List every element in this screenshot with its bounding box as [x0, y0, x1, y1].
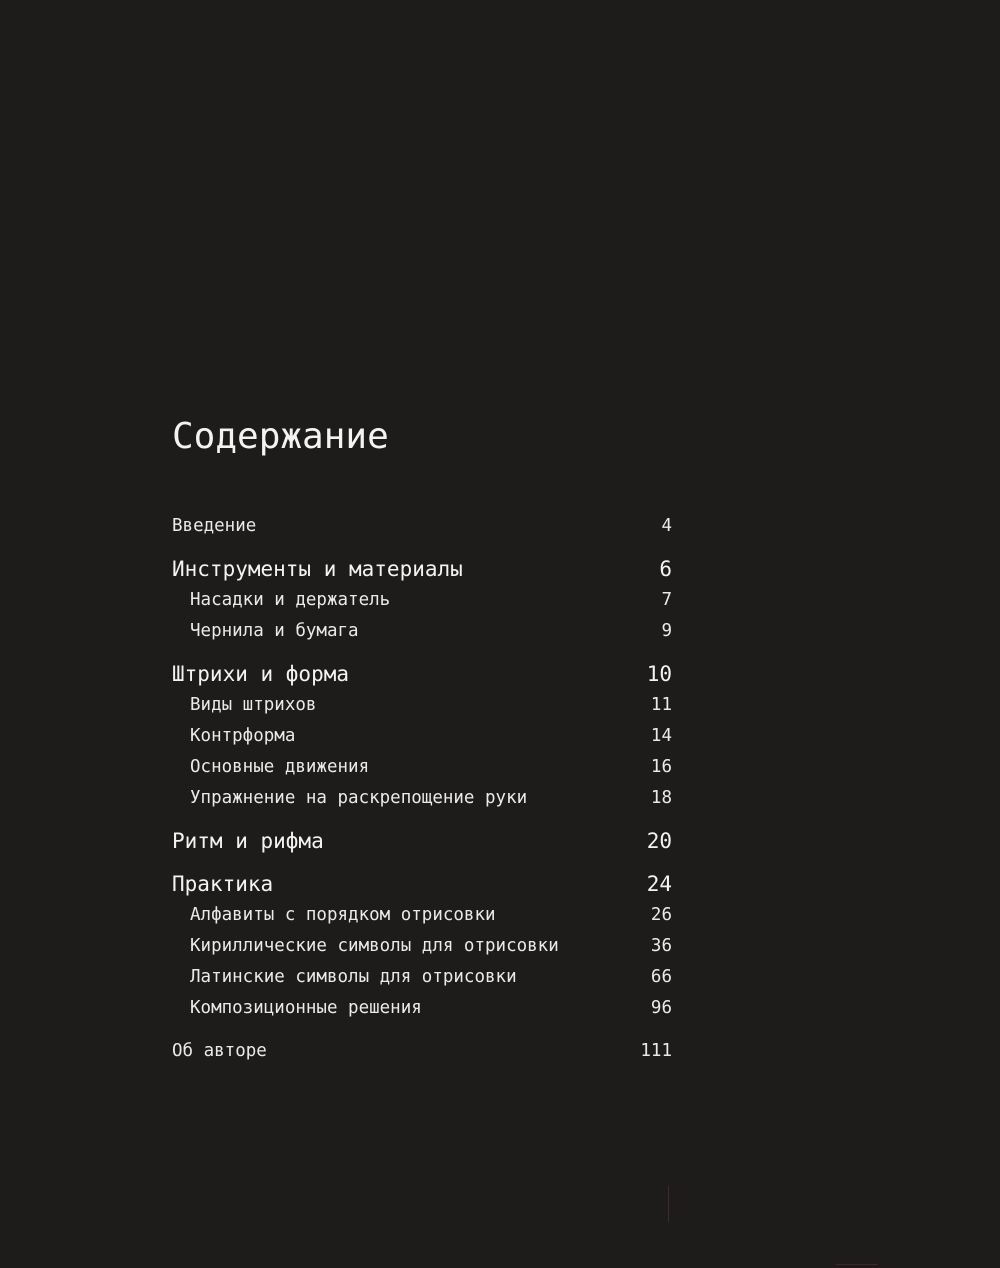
toc-entry [172, 751, 672, 782]
toc-entry-label: Кириллические символы для отрисовки [190, 935, 559, 956]
toc-entry [172, 992, 672, 1023]
toc-entry-label: Латинские символы для отрисовки [190, 966, 517, 987]
toc-entry [172, 868, 672, 899]
toc-entry-page-number: 6 [659, 556, 672, 581]
toc-entry [172, 1035, 672, 1066]
toc-entry-label: Чернила и бумага [190, 620, 359, 641]
toc-entry-page-number: 20 [646, 828, 672, 853]
toc-entry [172, 825, 672, 856]
toc-entry [172, 584, 672, 615]
toc-entry-label: Насадки и держатель [190, 589, 391, 610]
toc-entry-page-number: 10 [646, 661, 672, 686]
toc-entry [172, 782, 672, 813]
toc-entry-label: Ритм и рифма [172, 828, 324, 853]
toc-entry-label: Практика [172, 871, 274, 896]
toc-entry-page-number: 7 [661, 589, 672, 610]
toc-entry [172, 720, 672, 751]
toc-entry-label: Контрформа [190, 725, 296, 746]
toc-entry-label: Упражнение на раскрепощение руки [190, 787, 528, 808]
toc-entry [172, 689, 672, 720]
toc-entry-label: Основные движения [190, 756, 370, 777]
toc-entry-page-number: 4 [661, 515, 672, 536]
faint-vertical-line [668, 1186, 669, 1222]
toc-entry-label: Инструменты и материалы [172, 556, 463, 581]
toc-entry-page-number: 24 [646, 871, 672, 896]
toc-entry-page-number: 18 [650, 787, 672, 808]
toc-entry-label: Об авторе [172, 1040, 267, 1061]
toc-entry [172, 930, 672, 961]
toc-entry-label: Виды штрихов [190, 694, 317, 715]
toc-entry-page-number: 26 [650, 904, 672, 925]
toc-entry-label: Композиционные решения [190, 997, 422, 1018]
toc-entry [172, 961, 672, 992]
toc-entry [172, 553, 672, 584]
table-of-contents [172, 510, 672, 1066]
toc-entry [172, 510, 672, 541]
toc-entry [172, 899, 672, 930]
toc-entry-page-number: 16 [650, 756, 672, 777]
toc-entry-page-number: 66 [650, 966, 672, 987]
toc-entry-page-number: 96 [650, 997, 672, 1018]
toc-entry-page-number: 14 [650, 725, 672, 746]
toc-entry-page-number: 11 [650, 694, 672, 715]
toc-entry-label: Алфавиты с порядком отрисовки [190, 904, 496, 925]
toc-entry [172, 658, 672, 689]
page-title: Содержание [172, 416, 389, 457]
toc-entry [172, 615, 672, 646]
toc-entry-page-number: 9 [661, 620, 672, 641]
toc-entry-page-number: 36 [650, 935, 672, 956]
toc-entry-label: Штрихи и форма [172, 661, 350, 686]
toc-entry-label: Введение [172, 515, 257, 536]
toc-entry-page-number: 111 [640, 1040, 672, 1061]
faint-horizontal-line [836, 1264, 878, 1265]
